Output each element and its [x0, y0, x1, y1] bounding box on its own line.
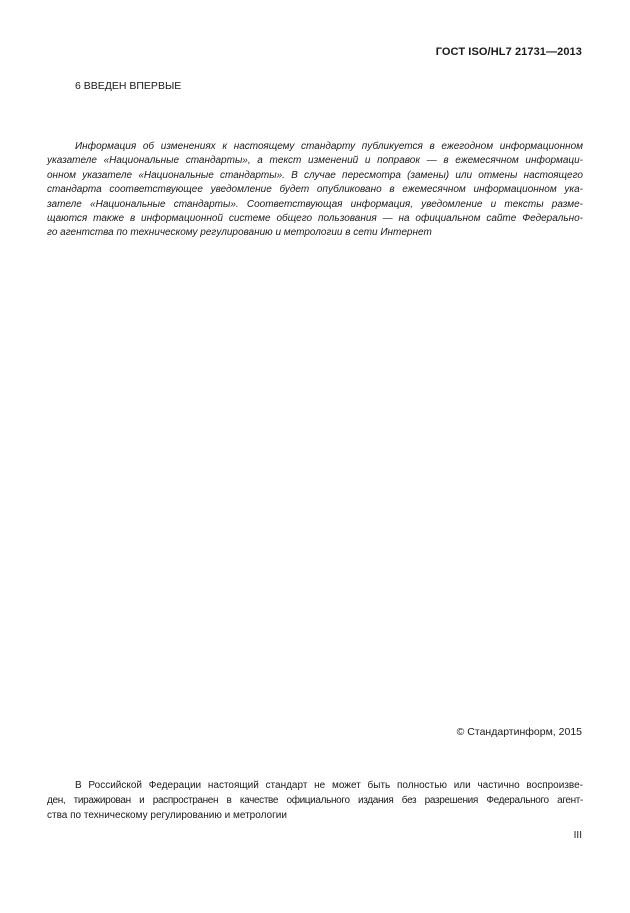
item-6-introduced-first: 6 ВВЕДЕН ВПЕРВЫЕ [75, 80, 182, 92]
rights-line: ден, тиражирован и распространен в качестве официального издания без разрешения Федерального агент- [47, 795, 583, 806]
notice-line: щаются также в информационной системе общего пользования — на официальном сайте Федерально- [47, 213, 583, 225]
notice-line: стандарта соответствующее уведомление будет опубликовано в ежемесячном информационном ука- [47, 184, 583, 196]
notice-line: зателе «Национальные стандарты». Соответствующая информация, уведомление и тексты разме- [47, 198, 583, 210]
rights-line: В Российской Федерации настоящий стандарт не может быть полностью или частично воспроизве- [75, 780, 583, 791]
page-number: III [573, 830, 582, 841]
copyright-line: © Стандартинформ, 2015 [456, 726, 582, 738]
amendments-notice [47, 140, 583, 241]
notice-line: указателе «Национальные стандарты», а текст изменений и поправок — в ежемесячном информаци- [47, 155, 583, 167]
rights-line: ства по техническому регулированию и метрологии [47, 810, 287, 821]
notice-line: Информация об изменениях к настоящему стандарту публикуется в ежегодном информационном [75, 141, 583, 152]
notice-line: онном указателе «Национальные стандарты». В случае пересмотра (замены) или отмены настоящего [47, 169, 583, 181]
notice-line: го агентства по техническому регулированию и метрологии в сети Интернет [47, 227, 432, 239]
reproduction-rights-paragraph [47, 778, 583, 823]
standard-code-header: ГОСТ ISO/HL7 21731—2013 [435, 46, 582, 58]
